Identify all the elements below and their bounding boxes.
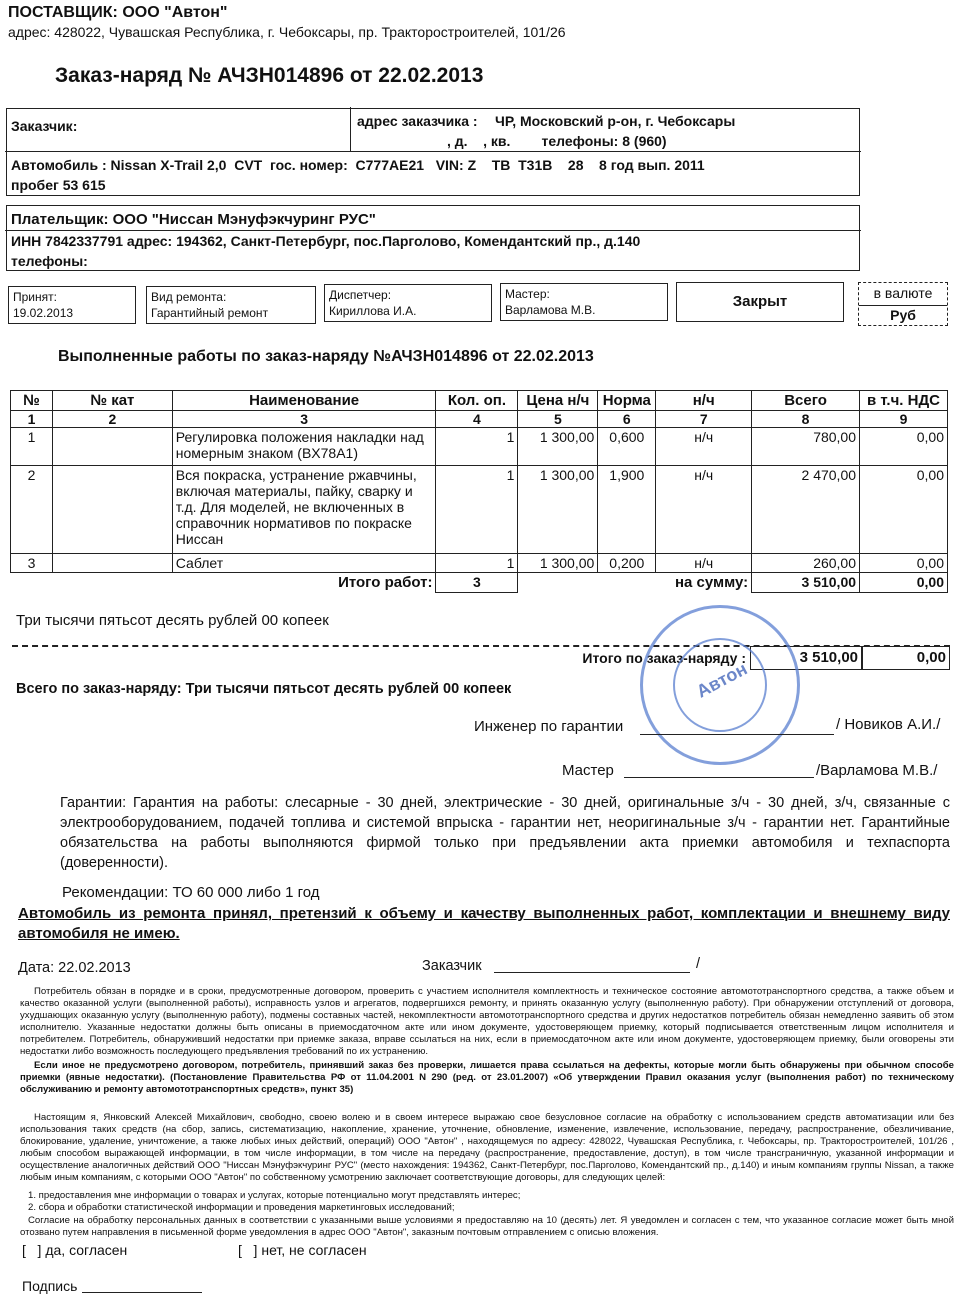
works-table <box>10 390 948 593</box>
row-price: 1 300,00 <box>518 466 598 554</box>
all-total-words: Всего по заказ-наряду: Три тысячи пятьсот десять рублей 00 копеек <box>16 681 512 697</box>
customer-sign-line <box>494 972 690 973</box>
row-number: 3 <box>11 554 53 573</box>
customer-address-line2: , д. , кв. телефоны: 8 (960) <box>447 133 667 149</box>
customer-label: Заказчик: <box>11 118 78 134</box>
currency-box <box>858 282 948 326</box>
fine-print-4: Согласие на обработку персональных данных в соответствии с указанными выше условиями я предоставляю на 10 (десять) лет. Я уведомлен и согласен с тем, что указанное согласие может быть мной отозвано путем направления в письменной форме уведомления в адрес ООО "Автон", заказным почтовым отправлением с описью вложения. <box>20 1215 954 1238</box>
customer-row-divider <box>5 151 861 152</box>
master-value: Варламова М.В. <box>505 303 596 317</box>
supplier-address: адрес: 428022, Чувашская Республика, г. Чебоксары, пр. Тракторостроителей, 101/26 <box>8 24 566 40</box>
col-number: 8 <box>752 411 860 428</box>
customer-sign-slash: / <box>696 956 701 972</box>
row-price: 1 300,00 <box>518 554 598 573</box>
row-unit: н/ч <box>656 554 752 573</box>
currency-value: Руб <box>859 305 947 323</box>
signature-line <box>82 1292 202 1293</box>
table-total-row <box>11 573 948 593</box>
master-sign-name: /Варламова М.В./ <box>816 762 938 779</box>
accepted-date: 19.02.2013 <box>13 306 74 320</box>
mileage: пробег 53 615 <box>11 177 106 193</box>
fine-print-item-2: 2. сбора и обработки статистической информации и проведения маркетинговых исследований; <box>28 1202 455 1213</box>
currency-label: в валюте <box>873 285 933 301</box>
column-numbers-row <box>11 411 948 428</box>
col-number: 3 <box>172 411 436 428</box>
payer-name: Плательщик: ООО "Ниссан Мэнуфэкчуринг РУС" <box>11 211 376 228</box>
col-number: 6 <box>598 411 656 428</box>
col-header-qty: Кол. оп. <box>436 391 518 411</box>
fine-print-item-1: 1. предоставления мне информации о товарах и услугах, которые потенциально могут представлять интерес; <box>28 1190 521 1201</box>
row-norm: 1,900 <box>598 466 656 554</box>
row-name: Саблет <box>172 554 436 573</box>
col-header-n: № <box>11 391 53 411</box>
table-row <box>11 466 948 554</box>
words-total: Три тысячи пятьсот десять рублей 00 копеек <box>16 612 329 629</box>
fine-print-1: Потребитель обязан в порядке и в сроки, предусмотренные договором, проверить с участием исполнителя комплектность и техническое состояние автомототранспортного средства, а также объем и качество оказанной услуги (выполненной работы), исправность узлов и агрегатов, подвергшихся ремонту, и принять оказанную услугу (выполненную работу). При обнаружении отступлений от договора, ухудшающих оказанную услугу (выполненную работу), подмены составных частей, некомплектности автомототранспортного средства и других недостатков потребитель обязан немедленно заявить об этом исполнителю. Указанные недостатки должны быть описаны в приемосдаточном акте или ином документе, удостоверяющем приемку, который подписывается ответственным лицом исполнителя и потребителем. Потребитель, обнаруживший недостатки при приемке заказа, вправе ссылаться на них, если в приемосдаточном акте или ином документе, удостоверяющем приемку, были оговорены эти недостатки либо возможность последующего предъявления требований по их устранению. <box>20 986 954 1057</box>
payer-inn-address: ИНН 7842337791 адрес: 194362, Санкт-Петербург, пос.Парголово, Комендантский пр., д.140 <box>11 233 641 249</box>
fine-print-2: Если иное не предусмотрено договором, потребитель, принявший заказ без проверки, лишается права ссылаться на дефекты, которые могли быть обнаружены при обычном способе приемки (явные недостатки). (Постановление Правительства РФ от 11.04.2001 N 290 (ред. от 23.01.2007) «Об утверждении Правил оказания услуг (выполнения работ) по техническому обслуживанию и ремонту автомототранспортных средств», пункт 35) <box>20 1060 954 1095</box>
stamp-text: Автон <box>693 658 751 702</box>
row-cat <box>52 466 172 554</box>
col-header-vat: в т.ч. НДС <box>860 391 948 411</box>
master-box <box>500 283 668 321</box>
row-name: Регулировка положения накладки над номерным знаком (BX78A1) <box>172 428 436 466</box>
acceptance-text: Автомобиль из ремонта принял, претензий к объему и качеству выполненных работ, комплектации и внешнему виду автомобиля не имею. <box>18 905 950 942</box>
row-qty: 1 <box>436 554 518 573</box>
row-number: 2 <box>11 466 53 554</box>
status-badge: Закрыт <box>732 293 788 310</box>
row-cat <box>52 554 172 573</box>
customer-address-label: адрес заказчика : <box>357 113 478 129</box>
col-header-norm: Норма <box>598 391 656 411</box>
col-number: 1 <box>11 411 53 428</box>
master-sign-label: Мастер <box>562 762 614 779</box>
works-title: Выполненные работы по заказ-наряду №АЧЗН014896 от 22.02.2013 <box>58 348 594 365</box>
recommendations: Рекомендации: ТО 60 000 либо 1 год <box>62 884 320 901</box>
master-sign-line <box>624 777 814 778</box>
customer-address-line1: ЧР, Московский р-он, г. Чебоксары <box>495 113 736 129</box>
car-line: Автомобиль : Nissan X-Trail 2,0 CVT гос. номер: С777АЕ21 VIN: Z TB T31B 28 8 год вып. 2011 <box>11 157 705 173</box>
table-header <box>11 391 948 411</box>
sum-label: на сумму: <box>518 573 752 593</box>
col-header-unit: н/ч <box>656 391 752 411</box>
col-number: 7 <box>656 411 752 428</box>
col-number: 9 <box>860 411 948 428</box>
table-row <box>11 554 948 573</box>
payer-box <box>6 205 860 271</box>
payer-divider <box>5 230 861 231</box>
engineer-label: Инженер по гарантии <box>474 718 624 735</box>
row-name: Вся покраска, устранение ржавчины, включая материалы, пайку, сварку и т.д. Для моделей, не включенных в справочник нормативов по покраске Ниссан <box>172 466 436 554</box>
date-line: Дата: 22.02.2013 <box>18 960 131 976</box>
status-box <box>676 282 844 322</box>
row-vat: 0,00 <box>860 554 948 573</box>
company-stamp <box>640 605 800 765</box>
engineer-sign-line <box>640 734 834 735</box>
col-number: 2 <box>52 411 172 428</box>
consent-yes-checkbox[interactable]: [ ] да, согласен <box>22 1242 128 1258</box>
fine-print-3: Настоящим я, Янковский Алексей Михайлович, свободно, своею волею и в своем интересе выражаю свое безусловное согласие на обработку с использованием средств автоматизации или без использования таких средств (на сбор, запись, систематизацию, накопление, хранение, уточнение, обновление, изменение, извлечение, использование, передачу, распространение, обезличивание, блокирование, удаление, уничтожение, а также любых иных действий, операций) ООО "Автон" , находящемуся по адресу: 428022, Чувашская Республика, г. Чебоксары, пр. Тракторостроителей, 101/26 , любым способом выражающей информации, в том числе информации, в том числе на передачу (распространение, предоставление, доступ), в том числе трансграничную, указанной информации и осуществление аналогичных действий ООО "Ниссан Мэнуфэкчуринг РУС" (место нахождения: 194362, Санкт-Петербург, пос.Парголово, Комендантский пр., д.140) и иным компаниям группы Nissan, а также любым иным компаниям, с которыми ООО "Автон" по собственному усмотрению заключает соответствующие договоры, для следующих целей: <box>20 1112 954 1183</box>
sum-total: 3 510,00 <box>752 573 860 593</box>
dispatcher-label: Диспетчер: <box>329 288 392 302</box>
sum-vat: 0,00 <box>860 573 948 593</box>
engineer-name: / Новиков А.И./ <box>836 716 941 733</box>
row-total: 2 470,00 <box>752 466 860 554</box>
col-header-price: Цена н/ч <box>518 391 598 411</box>
row-qty: 1 <box>436 466 518 554</box>
row-qty: 1 <box>436 428 518 466</box>
row-unit: н/ч <box>656 428 752 466</box>
order-total-sum: 3 510,00 <box>750 646 862 670</box>
row-unit: н/ч <box>656 466 752 554</box>
row-norm: 0,600 <box>598 428 656 466</box>
col-number: 5 <box>518 411 598 428</box>
signature-label: Подпись <box>22 1278 78 1294</box>
dispatcher-value: Кириллова И.А. <box>329 304 417 318</box>
customer-box <box>6 108 860 196</box>
repair-type-value: Гарантийный ремонт <box>151 306 269 320</box>
page-title: Заказ-наряд № АЧЗН014896 от 22.02.2013 <box>55 64 484 87</box>
row-vat: 0,00 <box>860 466 948 554</box>
payer-phones: телефоны: <box>11 253 88 269</box>
row-norm: 0,200 <box>598 554 656 573</box>
col-number: 4 <box>436 411 518 428</box>
accepted-label: Принят: <box>13 290 57 304</box>
guarantee-text: Гарантии: Гарантия на работы: слесарные - 30 дней, электрические - 30 дней, оригинальные з/ч - 30 дней, з/ч, связанные с электрооборудованием, подачей топлива и системой впрыска - гарантии нет, неоригинальные з/ч - гарантии нет. Гарантийные обязательства на работы выполняются фирмой только при предъявлении акта приемки автомобиля и техпаспорта (доверенности). <box>60 795 950 871</box>
row-cat <box>52 428 172 466</box>
total-works-qty: 3 <box>436 573 518 593</box>
table-row <box>11 428 948 466</box>
row-price: 1 300,00 <box>518 428 598 466</box>
master-label: Мастер: <box>505 287 550 301</box>
repair-type-label: Вид ремонта: <box>151 290 227 304</box>
order-total-vat: 0,00 <box>862 646 950 670</box>
row-total: 260,00 <box>752 554 860 573</box>
dispatcher-box <box>324 284 492 322</box>
col-header-total: Всего <box>752 391 860 411</box>
customer-divider <box>350 107 352 151</box>
row-number: 1 <box>11 428 53 466</box>
supplier-name: ПОСТАВЩИК: ООО "Автон" <box>8 4 228 21</box>
repair-type-box <box>146 286 316 324</box>
accepted-box <box>8 286 136 324</box>
customer-sign-label: Заказчик <box>422 958 482 974</box>
col-header-name: Наименование <box>172 391 436 411</box>
total-works-label: Итого работ: <box>11 573 436 593</box>
row-vat: 0,00 <box>860 428 948 466</box>
order-total-label: Итого по заказ-наряду : <box>582 650 746 666</box>
row-total: 780,00 <box>752 428 860 466</box>
consent-no-checkbox[interactable]: [ ] нет, не согласен <box>238 1242 367 1258</box>
col-header-cat: № кат <box>52 391 172 411</box>
